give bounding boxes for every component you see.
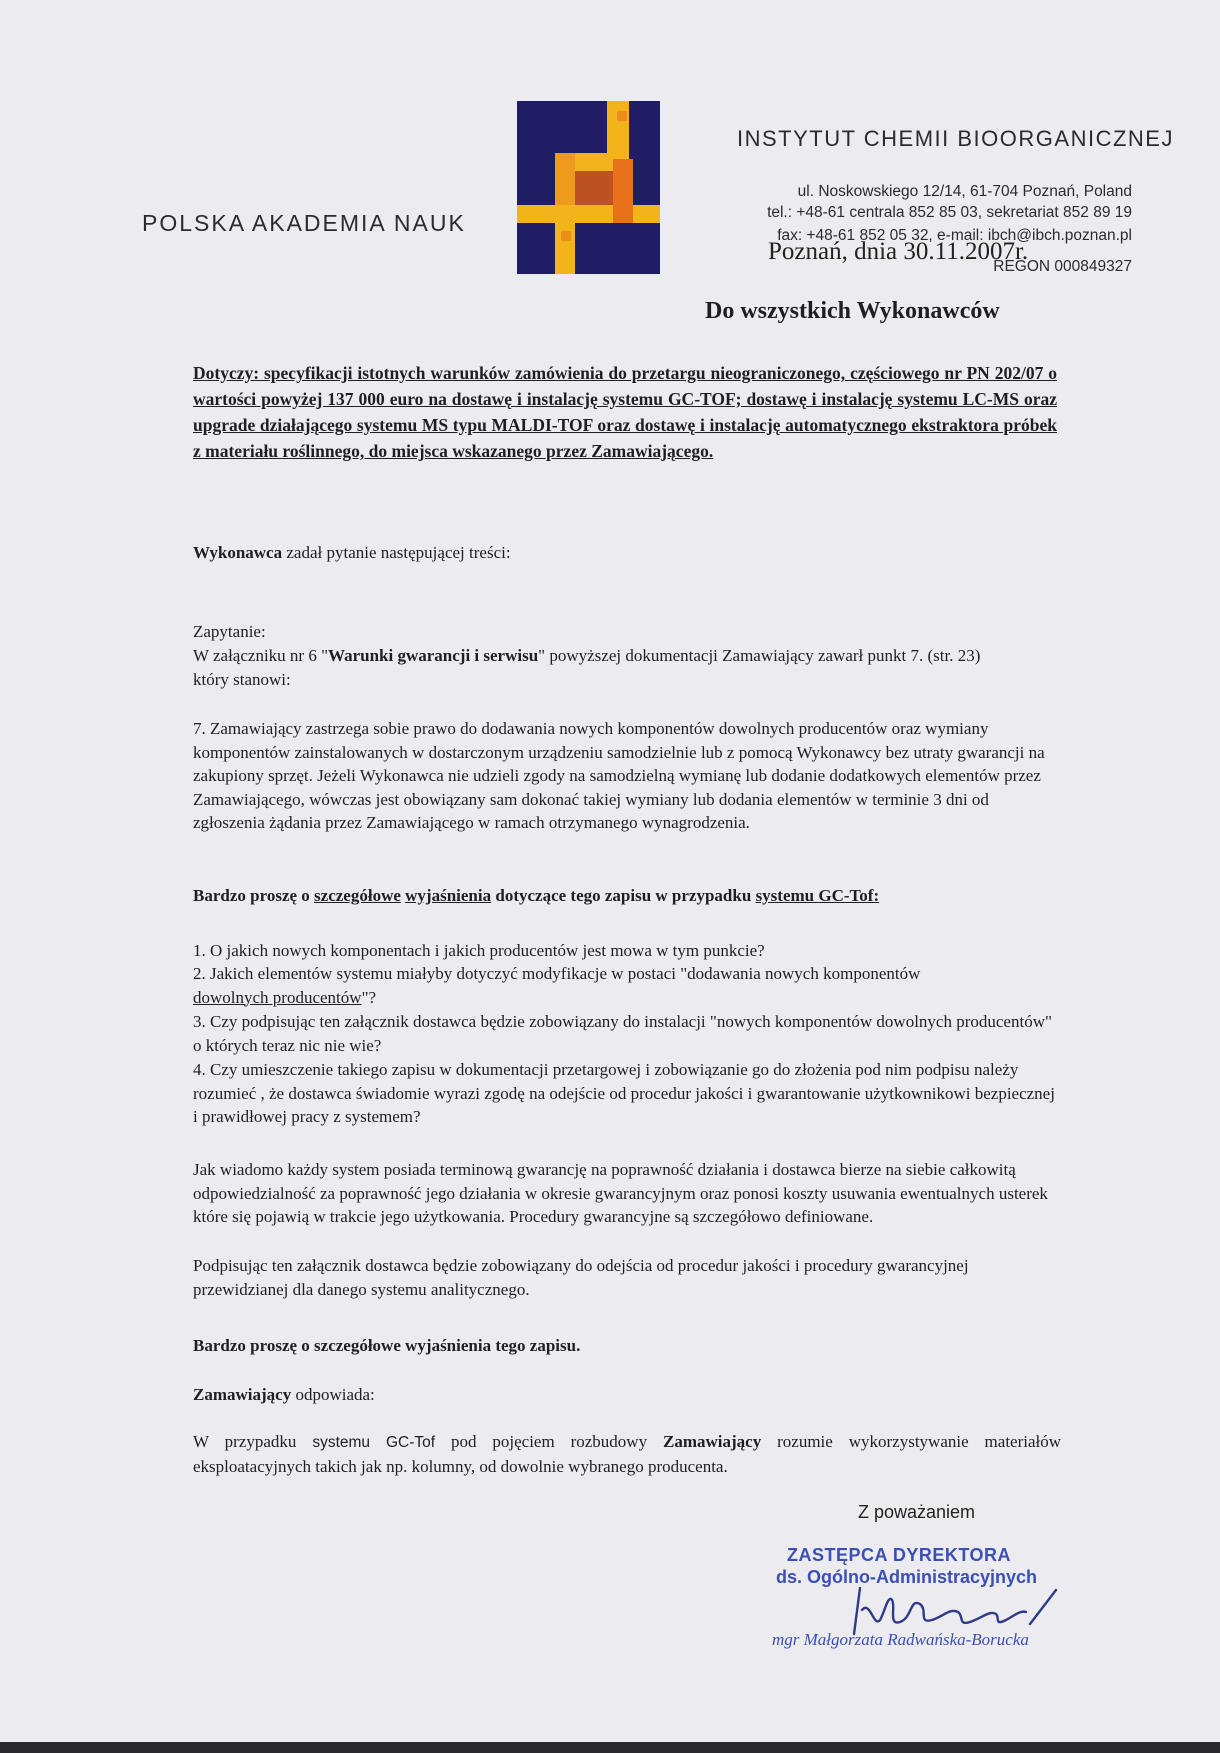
institute-phone: tel.: +48-61 centrala 852 85 03, sekretariat 852 89 19 (767, 204, 1132, 221)
answer-paragraph (193, 1430, 1061, 1478)
request-explanation-line: Bardzo proszę o szczegółowe wyjaśnienia tego zapisu. (193, 1336, 581, 1355)
request1-underlined-3: systemu GC-Tof: (755, 886, 880, 905)
list-item-4: 4. Czy umieszczenie takiego zapisu w dokumentacji przetargowej i zobowiązanie go do złożenia pod nim podpisu należy rozumieć , że dostawca świadomie wyrazi zgodę na odejście od procedur jakości i gwarantowanie użytkownikowi bezpiecznej i prawidłowej pracy z systemem? (193, 1060, 1055, 1126)
answer-bold: Zamawiający (663, 1432, 762, 1451)
answer-intro (193, 1383, 1063, 1407)
closing-greeting: Z poważaniem (858, 1502, 976, 1522)
intro-rest: zadał pytanie następującej treści: (282, 543, 511, 562)
question-label: Zapytanie: (193, 622, 266, 641)
request1-part-a: Bardzo proszę o (193, 886, 315, 905)
institute-fax-email: fax: +48-61 852 05 32, e-mail: ibch@ibch.poznan.pl (777, 227, 1132, 244)
answer-system-name: systemu GC-Tof (312, 1434, 436, 1451)
institute-regon: REGON 000849327 (993, 258, 1132, 275)
document-date: Poznań, dnia 30.11.2007r. (768, 238, 1029, 265)
question-line-bold: Warunki gwarancji i serwisu (328, 646, 539, 665)
request1-underlined-1: szczegółowe (314, 886, 401, 905)
stamp-signatory-name: mgr Małgorzata Radwańska-Borucka (772, 1630, 1029, 1649)
intro-bold: Wykonawca (193, 543, 283, 562)
institute-address: ul. Noskowskiego 12/14, 61-704 Poznań, Poland (797, 183, 1132, 200)
answer-intro-rest: odpowiada: (291, 1385, 375, 1404)
request1-underlined-2: wyjaśnienia (405, 886, 492, 905)
list-item-2-underlined: dowolnych producentów (193, 987, 362, 1007)
answer-intro-bold: Zamawiający (193, 1385, 292, 1404)
institute-name: INSTYTUT CHEMII BIOORGANICZNEJ (737, 126, 1174, 151)
answer-part-a: W przypadku (193, 1432, 313, 1451)
quoted-clause: 7. Zamawiający zastrzega sobie prawo do dodawania nowych komponentów dowolnych producentów oraz wymiany komponentów zainstalowanych w dostarczonym urządzeniu samodzielnie lub z pomocą Wykonawcy bez utraty gwarancji na zakupiony sprzęt. Jeżeli Wykonawca nie udzieli zgody na samodzielną wymianę lub dodanie dodatkowych elementów przez Zamawiającego, wówczas jest obowiązany sam dokonać takiej wymiany lub dodania elementów w terminie 3 dni od zgłoszenia żądania przez Zamawiającego w ramach otrzymanego wynagrodzenia. (193, 719, 1045, 832)
institute-logo (517, 101, 660, 274)
academy-name: POLSKA AKADEMIA NAUK (142, 210, 466, 236)
list-item-2-end: "? (361, 987, 377, 1007)
request1-part-b: dotyczące tego zapisu w przypadku (491, 886, 756, 905)
stamp-department: ds. Ogólno-Administracyjnych (776, 1567, 1038, 1587)
list-item-2-text: 2. Jakich elementów systemu miałyby dotyczyć modyfikacje w postaci "dodawania nowych komponentów (193, 964, 921, 983)
intro-line (193, 541, 1063, 565)
stamp-title: ZASTĘPCA DYREKTORA (787, 1545, 1012, 1565)
question-line-a: W załączniku nr 6 " (193, 646, 329, 665)
answer-part-c: rozumie wykorzystywanie materiałów eksploatacyjnych takich jak np. kolumny, od dowolnie wybranego producenta. (193, 1432, 1062, 1476)
addressee-heading: Do wszystkich Wykonawców (705, 298, 1000, 324)
request-specific-explanation (193, 884, 1063, 908)
question-line-b: " powyższej dokumentacji Zamawiający zawarł punkt 7. (str. 23) który stanowi: (193, 646, 981, 689)
question-intro (193, 644, 1013, 691)
subject-paragraph: Dotyczy: specyfikacji istotnych warunków zamówienia do przetargu nieograniczonego, częściowego nr PN 202/07 o wartości powyżej 137 000 euro na dostawę i instalację systemu GC-TOF; dostawę i instalację systemu LC-MS oraz upgrade działającego systemu MS typu MALDI-TOF oraz dostawę i instalację automatycznego ekstraktora próbek z materiału roślinnego, do miejsca wskazanego przez Zamawiającego. (193, 363, 1057, 461)
list-item-3: 3. Czy podpisując ten załącznik dostawca będzie zobowiązany do instalacji "nowych komponentów dowolnych producentów" o których teraz nic nie wie? (193, 1012, 1052, 1055)
answer-part-b: pod pojęciem rozbudowy (435, 1432, 663, 1451)
list-item-1: 1. O jakich nowych komponentach i jakich producentów jest mowa w tym punkcie? (193, 941, 765, 960)
consequence-paragraph: Podpisując ten załącznik dostawca będzie zobowiązany do odejścia od procedur jakości i procedury gwarancyjnej przewidzianej dla danego systemu analitycznego. (193, 1256, 969, 1299)
list-item-2 (193, 962, 973, 1009)
scan-bottom-edge (0, 1742, 1220, 1753)
warranty-paragraph: Jak wiadomo każdy system posiada terminową gwarancję na poprawność działania i dostawca bierze na siebie całkowitą odpowiedzialność za poprawność jego działania w okresie gwarancyjnym oraz ponosi koszty usuwania ewentualnych usterek które się pojawią w trakcie jego użytkowania. Procedury gwarancyjne są szczegółowo definiowane. (193, 1160, 1048, 1226)
